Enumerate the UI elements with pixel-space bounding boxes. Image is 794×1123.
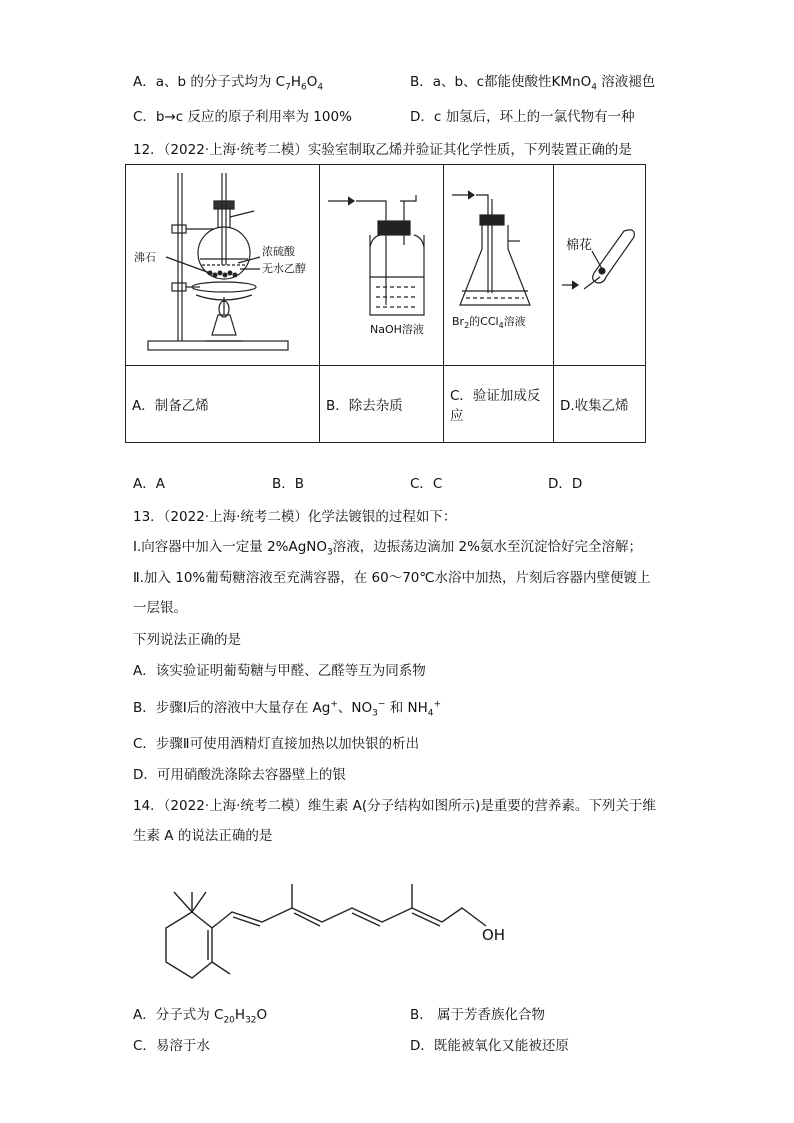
q13-step2-cont: 一层银。	[133, 600, 187, 616]
caption-d: D.收集乙烯	[554, 366, 646, 443]
apparatus-c-cell	[444, 165, 554, 366]
q13-option-b: B．步骤Ⅰ后的溶液中大量存在 Ag+、$NO_3^-$ 和 $NH_4^+$	[133, 699, 442, 719]
q13-step2: Ⅱ.加入 10%葡萄糖溶液至充满容器，在 60～70℃水浴中加热，片刻后容器内壁便镀上	[133, 570, 651, 586]
q13-option-d: D．可用硝酸洗涤除去容器壁上的银	[133, 767, 346, 783]
q13-step1: Ⅰ.向容器中加入一定量 2%AgNO$_3$溶液，边振荡边滴加 2%氨水至沉淀恰好完全溶解；	[133, 539, 642, 558]
collection-tube-figure	[554, 165, 646, 361]
oh-label: OH	[482, 926, 506, 944]
q12-option-d: D．D	[548, 476, 583, 492]
conical-flask-figure	[444, 165, 554, 361]
q14-option-a: A．分子式为 $C_{20}H_{32}O$	[133, 1007, 268, 1026]
q13-ask: 下列说法正确的是	[133, 632, 241, 648]
wash-bottle-figure	[320, 165, 444, 361]
vitamin-a-structure	[140, 878, 540, 988]
q13-option-a: A．该实验证明葡萄糖与甲醛、乙醛等互为同系物	[133, 663, 426, 679]
q12-option-b: B．B	[272, 476, 305, 492]
apparatus-d-cell	[554, 165, 646, 366]
q11-option-c: C．b→c 反应的原子利用率为 100%	[133, 109, 352, 125]
q11-option-d: D．c 加氢后，环上的一氯代物有一种	[410, 109, 635, 125]
q14-stem-2: 生素 A 的说法正确的是	[133, 828, 273, 844]
cotton-label: 棉花	[566, 238, 593, 253]
q12-option-c: C．C	[410, 476, 443, 492]
caption-c: C．验证加成反 应	[444, 366, 554, 443]
q14-option-b: B． 属于芳香族化合物	[410, 1007, 546, 1023]
apparatus-table	[125, 164, 646, 443]
boiling-stone-label: 沸石	[134, 251, 156, 264]
q13-stem: 13．（2022·上海·统考二模）化学法镀银的过程如下：	[133, 509, 457, 525]
conc-acid-label: 浓硫酸	[262, 245, 295, 258]
q14-stem-1: 14．（2022·上海·统考二模）维生素 A(分子结构如图所示)是重要的营养素。下列关于维	[133, 798, 656, 814]
caption-b: B．除去杂质	[320, 366, 444, 443]
q11-option-a: A．a、b 的分子式均为 $C_7H_6O_4$	[133, 74, 324, 93]
q12-stem: 12．（2022·上海·统考二模）实验室制取乙烯并验证其化学性质，下列装置正确的是	[133, 142, 632, 158]
naoh-label: NaOH溶液	[370, 323, 424, 336]
caption-a: A．制备乙烯	[126, 366, 320, 443]
q12-option-a: A．A	[133, 476, 165, 492]
ethylene-generator-figure	[126, 165, 320, 361]
q14-option-d: D．既能被氧化又能被还原	[410, 1038, 569, 1054]
q13-option-c: C．步骤Ⅱ可使用酒精灯直接加热以加快银的析出	[133, 736, 420, 752]
br2-ccl4-label: $Br_2$的CCl$_4$溶液	[452, 315, 526, 330]
q11-option-b: B．a、b、c都能使酸性KMnO$_4$ 溶液褪色	[410, 74, 656, 93]
apparatus-b-cell	[320, 165, 444, 366]
q14-option-c: C．易溶于水	[133, 1038, 210, 1054]
ethanol-label: 无水乙醇	[262, 262, 306, 275]
apparatus-a-cell	[126, 165, 320, 366]
